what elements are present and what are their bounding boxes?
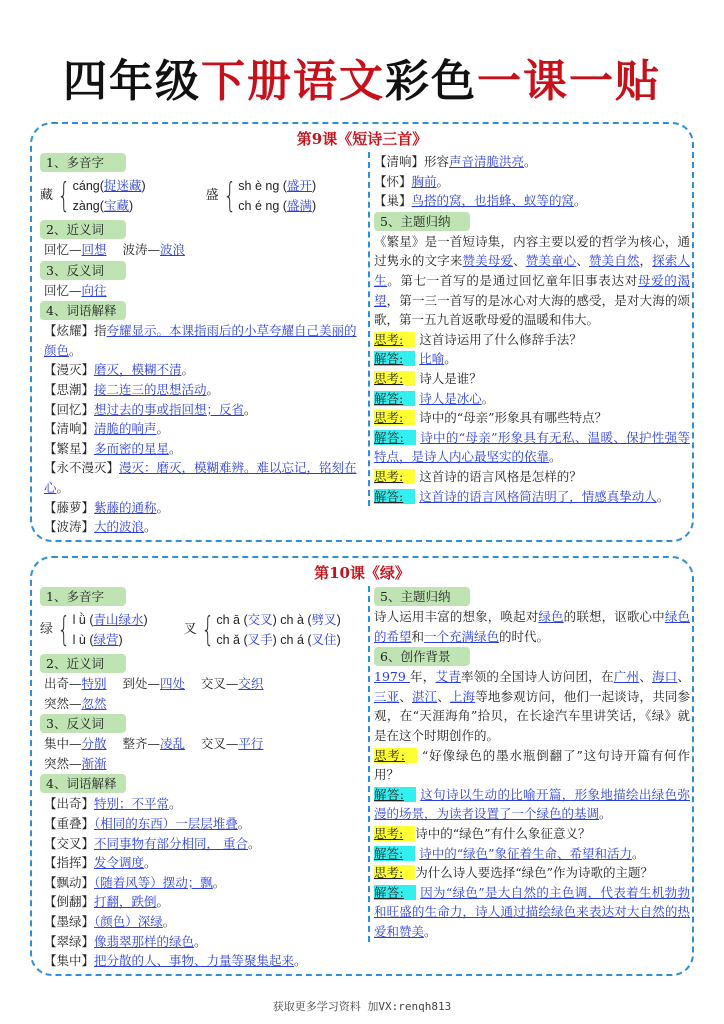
example-word: 青山绿水: [93, 613, 144, 627]
term: 【清响】: [44, 421, 95, 437]
paren: ): [118, 633, 123, 647]
definition: 不同事物有部分相同， 重合: [94, 835, 248, 851]
definition: 胸前: [411, 173, 437, 189]
paren: ): [272, 613, 277, 627]
brace-icon: {: [222, 176, 236, 216]
keyword: 湛江: [411, 688, 438, 704]
vocab-item: [40, 517, 360, 537]
vocab-item: [40, 498, 360, 518]
think-tag: 思考:: [374, 371, 415, 386]
section-heading: 1、多音字: [40, 587, 126, 606]
answer: 分散: [81, 736, 107, 752]
punct: 。: [156, 421, 170, 437]
punct: 。: [69, 342, 82, 358]
qa-list: [374, 330, 690, 506]
vocab-item: [40, 912, 360, 932]
definition: 夸耀显示。本课指雨后的小草夸耀自己美丽的颜色: [44, 323, 357, 358]
punct: 。: [481, 390, 495, 406]
term: 【永不漫灭】: [44, 460, 120, 476]
definition: 鸟搭的窝，也指蜂、蚁等的窝: [411, 193, 575, 209]
punct: 。: [144, 519, 157, 535]
vocab-item: [40, 458, 360, 497]
vocab-item: [40, 892, 360, 912]
word: 集中—: [44, 736, 82, 752]
antonyms-row: [40, 754, 360, 774]
text: 的时代。: [499, 628, 550, 644]
keyword: 一个充满绿色: [424, 628, 500, 644]
brace-icon: {: [57, 610, 71, 650]
keyword: 赞美自然: [588, 253, 640, 269]
term: 【波涛】: [44, 519, 95, 535]
text: 、: [513, 253, 526, 269]
paren: ): [128, 199, 134, 213]
vocab-item: [374, 191, 690, 211]
term: 【集中】: [44, 953, 95, 969]
term: 【墨绿】: [44, 913, 95, 929]
definition: 打翻，跌倒: [94, 894, 157, 910]
definition: 声音清脆洪亮: [449, 154, 525, 169]
answer: 忽然: [81, 695, 107, 711]
definition: 磨灭，模糊不清: [94, 362, 182, 378]
punct: 。: [156, 894, 170, 910]
paren: ): [311, 199, 317, 213]
text: 等地参观访问，他们一起谈诗，共同参观，在“天涯海角”拾贝，在长途汽车里讲笑话，《绿》就是在这个时期创作的。: [374, 688, 690, 743]
vocab-item: [40, 951, 360, 971]
vocab-item: [40, 321, 360, 360]
answer: 交织: [238, 676, 264, 691]
title-part-3: 彩色: [385, 56, 477, 107]
question: 诗中的“绿色”有什么象征意义？: [415, 825, 591, 841]
pinyin: ch á (: [276, 633, 312, 647]
pinyin: ch à (: [276, 613, 312, 627]
answer: 诗中的“母亲”形象具有无私、温暖、保护性强等特点，是诗人内心最坚实的依靠: [374, 429, 690, 465]
think-tag: 思考:: [374, 865, 415, 880]
punct: 。: [194, 933, 207, 949]
title-part-4: 一课一贴: [477, 56, 661, 107]
term: 【倒翻】: [44, 894, 95, 910]
antonyms-row: [40, 281, 360, 301]
answer-tag: 解答:: [374, 787, 416, 802]
lesson-10-right-column: [368, 586, 690, 942]
answer: 回想: [81, 242, 107, 257]
think-tag: 思考:: [374, 332, 415, 347]
definition: 特别；不平常: [94, 796, 170, 812]
pinyin: ch é ng (: [238, 199, 287, 213]
example-word: 捉迷藏: [103, 179, 142, 193]
term: 【翠绿】: [44, 933, 95, 949]
answer-tag: 解答:: [374, 846, 415, 861]
term: 【漫灭】: [44, 362, 95, 378]
qa-answer: [374, 785, 690, 824]
term: 【回忆】: [44, 401, 95, 417]
qa-answer: [374, 428, 690, 467]
theme-paragraph: [374, 232, 690, 330]
think-tag: 思考:: [374, 469, 415, 484]
definition: 想过去的事或指回想；反省: [94, 401, 245, 417]
synonyms-row: [40, 694, 360, 714]
text: ，第一三一首写的是冰心对大海的感受，是对大海的颂歌，第一五九首返歌母爱的温暖和伟大。: [374, 292, 690, 328]
punct: 。: [524, 154, 537, 169]
definition: （颜色）深绿: [94, 913, 163, 929]
think-tag: 思考:: [374, 826, 415, 841]
word: 突然—: [44, 755, 82, 771]
theme-paragraph: [374, 607, 690, 646]
lesson-10-title: 第10课《绿》: [314, 564, 410, 582]
vocab-item: [374, 172, 690, 192]
definition: （相同的东西）一层层堆叠: [94, 815, 238, 831]
lesson-9-right-column: [368, 152, 690, 506]
example-word: 交叉: [247, 613, 273, 627]
answer: 凌乱: [159, 736, 185, 752]
word: 波涛—: [122, 242, 160, 257]
vocab-item: [40, 419, 360, 439]
pinyin: ch ǎ (: [216, 633, 248, 647]
vocab-item: [40, 932, 360, 952]
term: 【清响】形容: [374, 154, 450, 169]
keyword: 上海: [449, 688, 476, 704]
question: 诗人是谁？: [419, 370, 482, 386]
title-part-1: 四年级: [63, 56, 201, 107]
pinyin: sh è ng (: [238, 179, 287, 193]
punct: 。: [206, 381, 220, 397]
qa-answer: [374, 349, 690, 369]
paren: ): [272, 633, 277, 647]
text: 《繁星》是一首短诗集，内容主要以爱的哲学为核心，通过隽永的文字来: [374, 233, 690, 269]
punct: 。: [248, 835, 261, 851]
qa-answer: [374, 844, 690, 864]
definition: 把分散的人、事物、力量等聚集起来: [94, 953, 295, 969]
answer-tag: 解答:: [374, 351, 415, 366]
section-heading: 2、近义词: [40, 654, 126, 673]
answer: 向往: [81, 282, 107, 298]
polyphonic-char: 盛: [205, 188, 219, 204]
definition: 多而密的星星: [94, 440, 170, 456]
paren: ): [336, 613, 341, 627]
qa-think: [374, 746, 690, 785]
keyword: 广州: [613, 669, 640, 685]
definition: 清脆的响声: [94, 421, 157, 437]
vocab-list: [40, 321, 360, 537]
answer: 渐渐: [81, 755, 107, 771]
example-word: 叉住: [311, 633, 337, 647]
footer-note: 获取更多学习资料 加VX:renqh813: [272, 1000, 452, 1013]
paren: ): [336, 633, 341, 647]
term: 【怀】: [374, 173, 412, 189]
word: 出奇—: [44, 676, 82, 691]
punct: 。: [656, 488, 670, 504]
definition: 像翡翠那样的绿色: [94, 933, 195, 949]
word: 整齐—: [122, 736, 160, 752]
paren: ): [141, 179, 146, 193]
example-word: 叉手: [247, 633, 273, 647]
vocab-list: [40, 794, 360, 970]
example-word: 宝藏: [103, 199, 129, 213]
punct: 。: [444, 351, 457, 367]
answer-tag: 解答:: [374, 489, 415, 504]
title-part-2: 下册语文: [201, 56, 385, 107]
punct: 。: [244, 401, 257, 417]
answer-tag: 解答:: [374, 430, 416, 445]
punct: 。: [237, 815, 251, 831]
term: 【指挥】: [44, 855, 95, 871]
term: 【炫耀】指: [44, 323, 107, 339]
vocab-item: [374, 152, 690, 172]
question: 诗中的“母亲”形象具有哪些特点？: [419, 410, 607, 426]
term: 【交叉】: [44, 835, 95, 851]
answer: 比喻: [419, 351, 445, 367]
think-tag: 思考:: [374, 748, 417, 763]
example-word: 绿营: [93, 633, 119, 647]
text: 诗人运用丰富的想象，唤起对: [374, 609, 539, 624]
answer-tag: 解答:: [374, 391, 415, 406]
keyword: 海口: [651, 669, 678, 685]
punct: 。: [181, 362, 195, 378]
section-heading: 4、词语解释: [40, 774, 126, 793]
term: 【巢】: [374, 193, 412, 209]
brace-icon: {: [57, 176, 71, 216]
text: 的联想，讴歌心中: [563, 609, 665, 624]
term: 【出奇】: [44, 796, 95, 812]
vocab-item: [40, 360, 360, 380]
pinyin: ch ā (: [216, 613, 248, 627]
definition: 大的波浪: [94, 519, 145, 535]
answer: 特别: [81, 676, 107, 691]
vocab-item: [40, 834, 360, 854]
word: 交叉—: [200, 676, 239, 691]
text: ，: [639, 253, 653, 269]
keyword: 赞美童心: [525, 253, 577, 269]
pinyin: l ù (: [72, 633, 94, 647]
term: 【飘动】: [44, 874, 95, 890]
keyword: 绿色的希望: [374, 609, 690, 644]
answer: 这句诗以生动的比喻开篇，形象地描绘出绿色弥漫的场景，为读者设置了一个绿色的基调: [374, 786, 690, 822]
vocab-item: [40, 439, 360, 459]
text: 、: [576, 253, 589, 269]
text: 、: [677, 669, 690, 685]
example-word: 盛满: [286, 199, 312, 213]
synonyms-row: [40, 674, 360, 694]
keyword: 绿色: [538, 609, 564, 624]
polyphonic-block: [40, 175, 360, 217]
section-heading: 1、多音字: [40, 153, 126, 172]
definition: 接二连三的思想活动: [94, 381, 207, 397]
vocab-item: [40, 814, 360, 834]
text: 、: [399, 688, 412, 704]
section-heading: 5、主题归纳: [374, 212, 470, 231]
punct: 。: [424, 923, 437, 939]
qa-think: [374, 824, 690, 844]
answer: 诗人是冰心: [419, 390, 482, 406]
example-word: 盛开: [286, 179, 312, 193]
keyword: 1979: [374, 669, 411, 685]
lesson-10-left-column: [40, 586, 360, 971]
question: 这首诗运用了什么修辞手法？: [419, 331, 582, 347]
vocab-item: [40, 400, 360, 420]
polyphonic-char: 叉: [183, 622, 197, 638]
qa-answer: [374, 883, 690, 942]
punct: 。: [156, 499, 170, 515]
definition: 紫藤的通称: [94, 499, 157, 515]
answer: 诗中的“绿色”象征着生命、希望和活力: [419, 845, 632, 861]
definition: （随着风等）摆动；飘: [94, 874, 213, 890]
definition: 发令调度: [94, 855, 145, 871]
answer: 平行: [238, 736, 264, 752]
vocab-item: [40, 380, 360, 400]
vocab-item: [40, 873, 360, 893]
punct: 。: [212, 874, 226, 890]
section-heading: 3、反义词: [40, 261, 126, 280]
word: 回忆—: [44, 282, 82, 298]
keyword: 母爱的渴望: [374, 272, 690, 308]
term: 【重叠】: [44, 815, 95, 831]
punct: 。: [294, 953, 307, 969]
text: 、: [437, 688, 450, 704]
lesson-9-title: 第9课《短诗三首》: [296, 130, 428, 148]
punct: 。: [436, 173, 450, 189]
section-heading: 5、主题归纳: [374, 587, 470, 606]
answer: 因为“绿色”是大自然的主色调，代表着生机勃勃和旺盛的生命力，诗人通过描绘绿色来表达对大自然的热爱和赞美: [374, 884, 690, 939]
qa-list: [374, 746, 690, 942]
antonyms-row: [40, 734, 360, 754]
answer: 波浪: [159, 242, 185, 257]
brace-icon: {: [201, 610, 215, 650]
answer: 四处: [159, 676, 185, 691]
text: 和: [411, 628, 425, 644]
vocab-item: [40, 853, 360, 873]
qa-think: [374, 330, 690, 350]
section-heading: 2、近义词: [40, 220, 126, 239]
keyword: 赞美母爱: [462, 253, 514, 269]
keyword: 艾青: [435, 669, 461, 685]
word: 到处—: [122, 676, 160, 691]
qa-answer: [374, 487, 690, 507]
lesson-10-card: [30, 556, 694, 976]
word: 交叉—: [200, 736, 239, 752]
qa-answer: [374, 389, 690, 409]
punct: 。: [169, 796, 182, 812]
polyphonic-char: 绿: [40, 622, 54, 638]
qa-think: [374, 408, 690, 428]
word: 突然—: [44, 695, 82, 711]
keyword: 探索人生: [374, 253, 690, 288]
section-heading: 4、词语解释: [40, 301, 126, 320]
background-paragraph: [374, 667, 690, 745]
punct: 。: [169, 440, 182, 456]
word: 回忆—: [44, 242, 82, 257]
synonyms-row: [40, 240, 360, 260]
lesson-9-left-column: [40, 152, 360, 537]
paren: ): [311, 179, 317, 193]
punct: 。: [632, 845, 645, 861]
think-tag: 思考:: [374, 410, 415, 425]
section-heading: 3、反义词: [40, 714, 126, 733]
term: 【藤萝】: [44, 499, 95, 515]
pinyin: zàng(: [72, 199, 104, 213]
pinyin: cáng(: [72, 179, 104, 193]
term: 【思潮】: [44, 381, 95, 397]
question: “好像绿色的墨水瓶倒翻了”这句诗开篇有何作用？: [374, 747, 690, 783]
term: 【繁星】: [44, 440, 95, 456]
keyword: 三亚: [374, 688, 400, 704]
polyphonic-char: 藏: [40, 188, 54, 204]
lesson-9-card: [30, 122, 694, 542]
text: 年，: [410, 669, 436, 685]
punct: 。: [56, 479, 70, 495]
punct: 。: [549, 449, 562, 465]
qa-think: [374, 863, 690, 883]
page-title: [0, 52, 724, 112]
vocab-item: [40, 794, 360, 814]
polyphonic-block: [40, 609, 360, 651]
question: 为什么诗人要选择“绿色”作为诗歌的主题？: [415, 865, 654, 881]
text: 、: [639, 669, 652, 685]
qa-think: [374, 467, 690, 487]
answer-tag: 解答:: [374, 885, 416, 900]
definition: 漫灭：磨灭，模糊难辨。难以忘记，铭刻在心: [44, 460, 357, 495]
text: 率领的全国诗人访问团，在: [460, 669, 614, 685]
question: 这首诗的语言风格是怎样的？: [419, 468, 582, 484]
punct: 。: [144, 855, 157, 871]
answer: 这首诗的语言风格简洁明了，情感真挚动人: [419, 488, 657, 504]
punct: 。: [599, 806, 612, 822]
section-heading: 6、创作背景: [374, 647, 470, 666]
example-word: 劈叉: [311, 613, 337, 627]
punct: 。: [162, 913, 176, 929]
pinyin: l ǜ (: [72, 613, 94, 627]
text: 。第七一首写的是通过回忆童年旧事表达对: [387, 272, 638, 288]
paren: ): [143, 613, 148, 627]
punct: 。: [574, 193, 587, 209]
qa-think: [374, 369, 690, 389]
